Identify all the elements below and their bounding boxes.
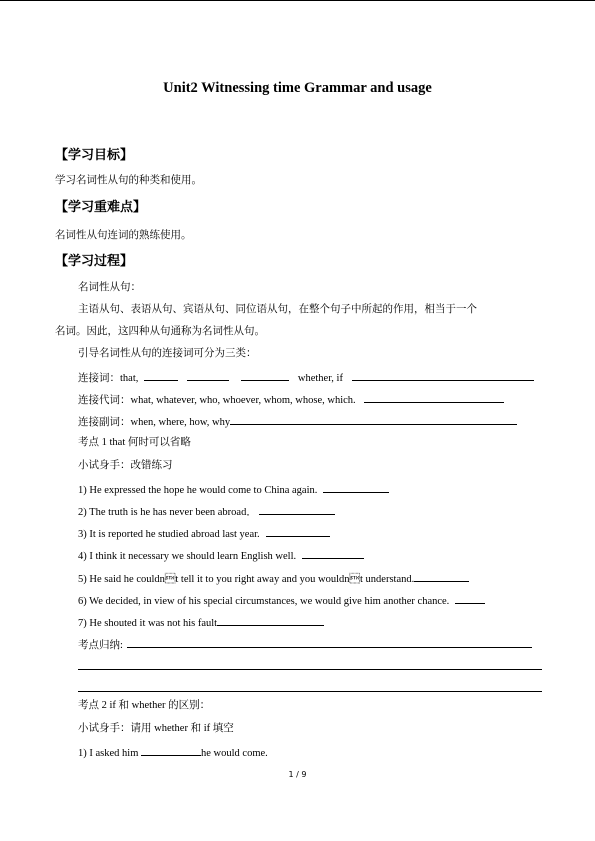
adverb-label: 连接副词：when, where, how, why [78, 417, 231, 428]
summary-line [78, 637, 532, 653]
section-heading-key-points: 【学习重难点】 [55, 200, 147, 215]
answer-blank[interactable] [414, 571, 469, 582]
exercise-text: 7) He shouted it was not his fault [78, 618, 218, 629]
paragraph-line-2: 名词。因此，这四种从句通称为名词性从句。 [55, 326, 265, 337]
answer-blank[interactable] [259, 504, 335, 515]
answer-blank[interactable] [141, 745, 201, 756]
blank-underline[interactable] [230, 414, 517, 425]
exercise-item [78, 482, 389, 498]
practice2-heading: 小试身手：请用 whether 和 if 填空 [78, 723, 234, 734]
exercise-item [78, 571, 469, 587]
exercise-text: 1) I asked him [78, 748, 139, 759]
connectors-intro: 引导名词性从句的连接词可分为三类： [78, 348, 257, 359]
exercise-text: 5) He said he couldnt tell it to you right away and you wouldnt understand. [78, 574, 415, 585]
conjunction-whether: whether, if [297, 373, 343, 384]
conjunction-label: 连接词：that, [78, 373, 139, 384]
exercise-text: 3) It is reported he studied abroad last year. [78, 529, 260, 540]
blank-underline[interactable] [144, 370, 178, 381]
exercise-text: he would come. [201, 748, 268, 759]
exercise-item [78, 504, 335, 520]
intro-text: 名词性从句： [78, 282, 141, 293]
exercise-text: 4) I think it necessary we should learn English well. [78, 551, 297, 562]
summary-blank[interactable] [127, 637, 532, 648]
exercise-text: 1) He expressed the hope he would come to China again. [78, 485, 318, 496]
summary-label: 考点归纳: [78, 640, 123, 651]
answer-blank[interactable] [302, 548, 364, 559]
paragraph-line-1: 主语从句、表语从句、宾语从句、同位语从句，在整个句子中所起的作用，相当于一个 [78, 304, 477, 315]
exercise-item [78, 593, 485, 609]
blank-underline[interactable] [187, 370, 229, 381]
exercise-item [78, 526, 330, 542]
adverb-line [78, 414, 517, 430]
key-text: 名词性从句连词的熟练使用。 [55, 230, 192, 241]
exercise-text: 2) The truth is he has never been abroad． [78, 507, 257, 518]
answer-blank[interactable] [323, 482, 389, 493]
page-number: 1 / 9 [288, 770, 307, 779]
exercise-item [78, 745, 268, 761]
conjunction-line [78, 370, 534, 386]
exercise-item [78, 548, 364, 564]
point1-heading: 考点 1 that 何时可以省略 [78, 437, 191, 448]
section-heading-process: 【学习过程】 [55, 254, 134, 269]
practice1-heading: 小试身手：改错练习 [78, 460, 173, 471]
blank-underline[interactable] [364, 392, 504, 403]
page-title: Unit2 Witnessing time Grammar and usage [163, 80, 432, 96]
exercise-item [78, 615, 324, 631]
pronoun-label: 连接代词：what, whatever, who, whoever, whom, whose, which. [78, 395, 356, 406]
answer-blank[interactable] [217, 615, 324, 626]
answer-blank[interactable] [455, 593, 485, 604]
answer-blank[interactable] [266, 526, 330, 537]
pronoun-line [78, 392, 504, 408]
exercise-text: 6) We decided, in view of his special circumstances, we would give him another chance. [78, 596, 450, 607]
goal-text: 学习名词性从句的种类和使用。 [55, 175, 202, 186]
answer-line[interactable] [78, 669, 542, 670]
point2-heading: 考点 2 if 和 whether 的区别： [78, 700, 211, 711]
blank-underline[interactable] [352, 370, 534, 381]
blank-underline[interactable] [241, 370, 289, 381]
section-heading-goals: 【学习目标】 [55, 148, 134, 163]
top-border-line [0, 0, 595, 1]
answer-line[interactable] [78, 691, 542, 692]
